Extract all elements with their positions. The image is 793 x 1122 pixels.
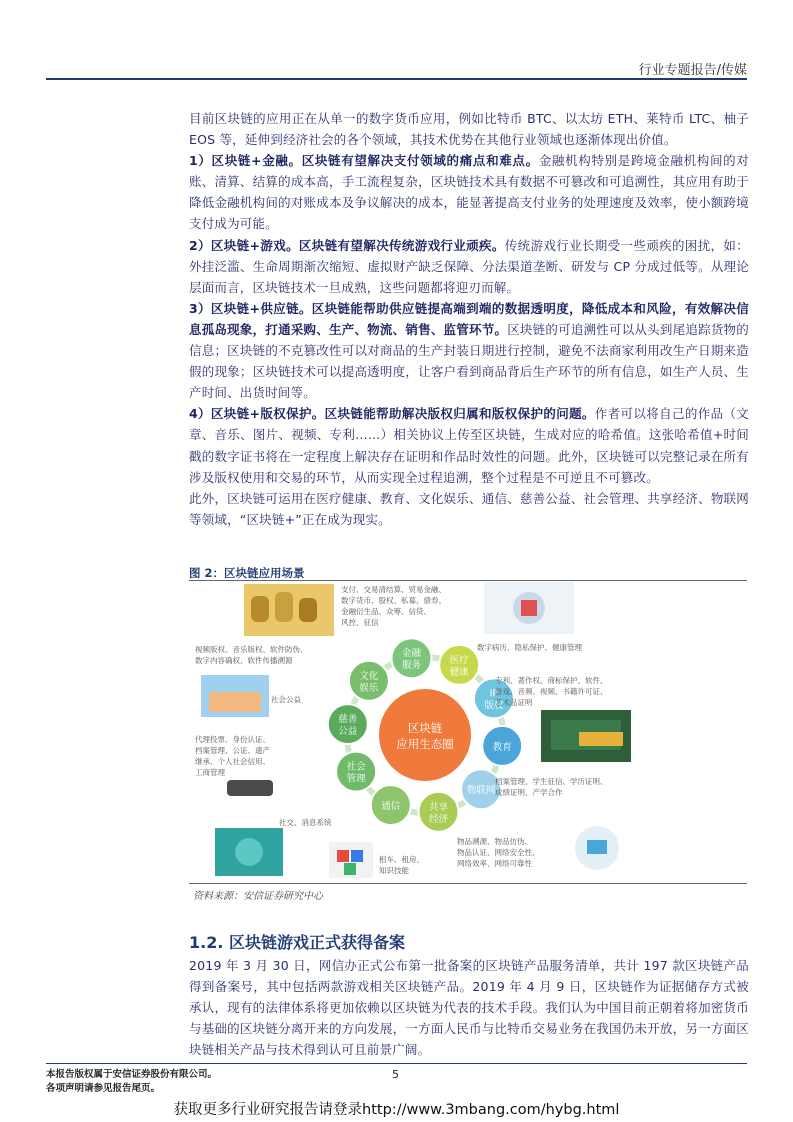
finance-annotation-3: 金融衍生品、众筹、信贷、 <box>341 607 431 616</box>
ring-node-label: 教育 <box>492 741 512 753</box>
ip-annotation-3: 艺术品证明 <box>495 698 533 707</box>
ring-node-label: 版权 <box>484 700 504 712</box>
ring-node-label: IP <box>489 688 499 700</box>
finance-annotation-1: 支付、交易清结算、贸易金融、 <box>341 585 446 594</box>
social-annotation-1: 代理投票、身份认证、 <box>195 735 270 744</box>
medical-image <box>484 582 574 634</box>
ring-node-label: 娱乐 <box>359 682 379 694</box>
section-title: 1.2. 区块链游戏正式获得备案 <box>189 933 405 952</box>
ring-node-label: 服务 <box>401 660 422 672</box>
body-section <box>189 108 749 530</box>
footer-copyright: 本报告版权属于安信证券股份有限公司。 <box>46 1069 218 1080</box>
ecosystem-diagram <box>189 580 749 882</box>
center-circle <box>379 689 471 781</box>
page-number: 5 <box>392 1068 399 1081</box>
item-4-paragraph <box>189 403 749 487</box>
education-image <box>541 710 631 762</box>
social-management-image <box>219 768 279 806</box>
item-2-text: 传统游戏行业长期受一些顽疾的困扰，如：外挂泛滥、生命周期渐次缩短、虚拟财产缺乏保障、分法渠道垄断、研发与 CP 分成过低等。从理论层面而言，区块链技术一旦成熟，这些问题都将迎刃而解。 <box>189 237 749 295</box>
header-rule <box>46 78 747 80</box>
ring-node-label: 物联网 <box>466 785 496 797</box>
communication-image <box>215 828 283 876</box>
culture-annotation-1: 视频版权、音乐版权、软件防伪、 <box>195 645 308 654</box>
edu-annotation-1: 档案管理、学生征信、学历证明、 <box>495 777 608 786</box>
ring-node-label: 社会 <box>346 761 366 773</box>
ring-node-label: 文化 <box>359 670 379 682</box>
charity-annotation: 社会公益 <box>271 695 301 704</box>
finance-annotation-2: 数字货币、股权、私募、债券、 <box>341 596 446 605</box>
iot-annotation-2: 物品认证、网络安全性、 <box>457 848 540 857</box>
intro-paragraph: 目前区块链的应用正在从单一的数字货币应用，例如比特币 BTC、以太坊 ETH、莱特币 LTC、柚子 EOS 等，延伸到经济社会的各个领域，其技术优势在其他行业领域也逐渐体现出价值。 <box>189 111 749 148</box>
figure-bottom-rule <box>189 883 747 884</box>
item-3-lead: 3）区块链+供应链。区块链能帮助供应链提高端到端的数据透明度，降低成本和风险，有效解决信息孤岛现象，打通采购、生产、物流、销售、监管环节。 <box>189 300 749 337</box>
share-annotation-1: 租车、租房、 <box>379 855 424 864</box>
outro-paragraph: 此外，区块链可运用在医疗健康、教育、文化娱乐、通信、慈善公益、社会管理、共享经济、物联网等领域，“区块链+”正在成为现实。 <box>189 490 749 527</box>
figure-source: 资料来源：安信证券研究中心 <box>193 891 323 902</box>
ring-node-label: 公益 <box>338 726 358 738</box>
section-paragraph: 2019 年 3 月 30 日，网信办正式公布第一批备案的区块链产品服务清单，共计 197 款区块链产品得到备案号，其中包括两款游戏相关区块链产品。2019 年 4 月 9 日，区块链作为证据储存方式被承认，现有的法律体系将更加依赖以区块链为代表的技术手段。我们认为中国目前正朝着将加密货币与基础的区块链分离开来的方向发展，一方面人民币与比特币交易业务在我国仍未开放，另一方面区块链相关产品与技术得到认可且前景广阔。 <box>189 958 749 1058</box>
iot-image <box>561 820 633 876</box>
finance-image <box>244 584 334 636</box>
footer-rule <box>46 1063 747 1064</box>
iot-annotation-1: 物品溯源、物品仿伪、 <box>457 837 532 846</box>
item-1-paragraph <box>189 150 749 234</box>
ring-node-label: 通信 <box>381 801 401 813</box>
footer-disclaimer <box>46 1068 217 1096</box>
report-category: 行业专题报告/传媒 <box>638 63 747 78</box>
ring-node-label: 医疗 <box>449 654 469 666</box>
ring-node-label: 健康 <box>449 666 469 678</box>
figure-application-scenarios <box>189 580 749 882</box>
item-1-text: 金融机构特别是跨境金融机构间的对账、清算、结算的成本高，手工流程复杂，区块链技术具有数据不可篡改和可追溯性，其应用有助于降低金融机构间的对账成本及争议解决的成本，能显著提高支付业务的处理速度及效率，使小额跨境支付成为可能。 <box>189 153 749 232</box>
social-annotation-3: 继承、个人社会信用、 <box>195 757 270 766</box>
footer-statement: 各项声明请参见报告尾页。 <box>46 1083 161 1094</box>
ring-node-label: 金融 <box>401 648 422 660</box>
ring-node-label: 经济 <box>428 813 449 825</box>
ring-node-label: 共享 <box>428 801 449 813</box>
item-2-paragraph <box>189 235 749 298</box>
item-3-paragraph <box>189 298 749 403</box>
item-4-text: 作者可以将自己的作品（文章、音乐、图片、视频、专利……）相关协议上传至区块链，生成对应的哈希值。这张哈希值+时间戳的数字证书将在一定程度上解决存在证明和作品时效性的问题。此外，区块链可以完整记录在所有涉及版权使用和交易的环节，从而实现全过程追溯，整个过程是不可逆且不可篡改。 <box>189 406 749 485</box>
medical-annotation: 数字病历、隐私保护、健康管理 <box>477 643 582 652</box>
ring-node-label: 管理 <box>346 773 366 785</box>
share-annotation-2: 知识技能 <box>379 866 409 875</box>
edu-annotation-2: 成绩证明、产学合作 <box>495 788 563 797</box>
social-annotation-2: 档案管理、公证、遗产 <box>195 746 270 755</box>
section-body <box>189 955 749 1060</box>
culture-annotation-2: 数字内容确权、软件传播溯源 <box>195 656 293 665</box>
item-4-lead: 4）区块链+版权保护。区块链能帮助解决版权归属和版权保护的问题。 <box>189 406 595 422</box>
culture-image <box>201 675 269 717</box>
social-annotation-4: 工商管理 <box>195 768 225 777</box>
figure-caption: 图 2：区块链应用场景 <box>189 566 305 580</box>
center-label-line1: 区块链 <box>407 721 443 735</box>
promo-link[interactable]: 获取更多行业研究报告请登录http://www.3mbang.com/hybg.html <box>173 1102 620 1118</box>
item-1-lead: 1）区块链+金融。区块链有望解决支付领域的痛点和难点。 <box>189 153 539 169</box>
ring-node-label: 慈善 <box>338 714 358 726</box>
iot-annotation-3: 网络效率、网络可靠性 <box>457 859 532 868</box>
comm-annotation: 社交、消息系统 <box>279 818 332 827</box>
item-3-text: 区块链的可追溯性可以从头到尾追踪货物的信息；区块链的不克篡改性可以对商品的生产封装日期进行控制，避免不法商家利用改生产日期来造假的现象；区块链技术可以提高透明度，让客户看到商品背后生产环节的所有信息，如生产人员、生产时间、出货时间等。 <box>189 321 749 401</box>
center-label-line2: 应用生态圈 <box>396 737 454 751</box>
ip-annotation-1: 专利、著作权、商标保护、软件、 <box>495 676 608 685</box>
ip-annotation-2: 游戏、音频、视频、书籍许可证、 <box>495 687 608 696</box>
sharing-image <box>329 842 373 878</box>
finance-annotation-4: 风控、征信 <box>341 618 379 627</box>
item-2-lead: 2）区块链+游戏。区块链有望解决传统游戏行业顽疾。 <box>189 237 505 253</box>
